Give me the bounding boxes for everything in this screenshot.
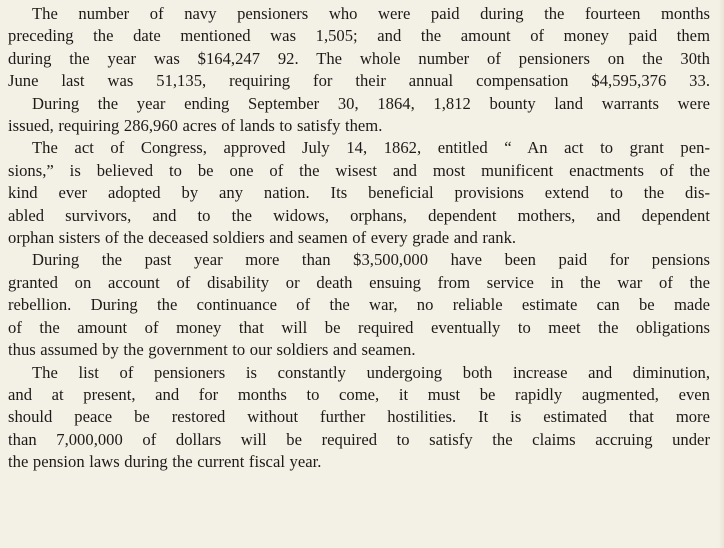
text-line: The number of navy pensioners who were paid during the fourteen months bbox=[32, 4, 710, 23]
text-line: sions,” is believed to be one of the wisest and most munificent enactments of the bbox=[8, 160, 710, 180]
text-line: granted on account of disability or death ensuing from service in the war of the bbox=[8, 272, 710, 292]
text-line: should peace be restored without further hostilities. It is estimated that more bbox=[8, 407, 710, 427]
text-line: than 7,000,000 of dollars will be required to satisfy the claims accruing under bbox=[8, 429, 710, 449]
text-line: kind ever adopted by any nation. Its beneficial provisions extend to the dis- bbox=[8, 183, 710, 203]
text-line: orphan sisters of the deceased soldiers and seamen of every grade and rank. bbox=[8, 228, 517, 248]
text-line: The act of Congress, approved July 14, 1862, entitled “ An act to grant pen- bbox=[32, 138, 710, 158]
text-line: during the year was $164,247 92. The whole number of pensioners on the 30th bbox=[8, 48, 710, 68]
text-line: During the year ending September 30, 1864, 1,812 bounty land warrants were bbox=[32, 93, 710, 113]
paragraph-pensions-paid bbox=[8, 249, 710, 361]
paragraph-bounty-land-warrants bbox=[8, 93, 710, 138]
text-line: June last was 51,135, requiring for their annual compensation $4,595,376 33. bbox=[8, 71, 710, 91]
text-line: thus assumed by the government to our soldiers and seamen. bbox=[8, 340, 416, 360]
text-line: The list of pensioners is constantly undergoing both increase and diminution, bbox=[32, 362, 710, 382]
text-line: and at present, and for months to come, it must be rapidly augmented, even bbox=[8, 384, 710, 404]
paragraph-navy-pensioners bbox=[8, 3, 710, 93]
text-line: the pension laws during the current fiscal year. bbox=[8, 452, 322, 472]
text-line: rebellion. During the continuance of the war, no reliable estimate can be made bbox=[8, 295, 710, 315]
text-line: of the amount of money that will be required eventually to meet the obligations bbox=[8, 317, 710, 337]
text-line: During the past year more than $3,500,000 have been paid for pensions bbox=[32, 250, 710, 270]
text-line: preceding the date mentioned was 1,505; and the amount of money paid them bbox=[8, 26, 710, 46]
page-edge-shadow bbox=[719, 0, 724, 548]
text-line: issued, requiring 286,960 acres of lands to satisfy them. bbox=[8, 116, 383, 136]
text-line: abled survivors, and to the widows, orphans, dependent mothers, and dependent bbox=[8, 205, 710, 225]
paragraph-list-of-pensioners bbox=[8, 362, 710, 474]
paragraph-act-of-congress bbox=[8, 137, 710, 249]
